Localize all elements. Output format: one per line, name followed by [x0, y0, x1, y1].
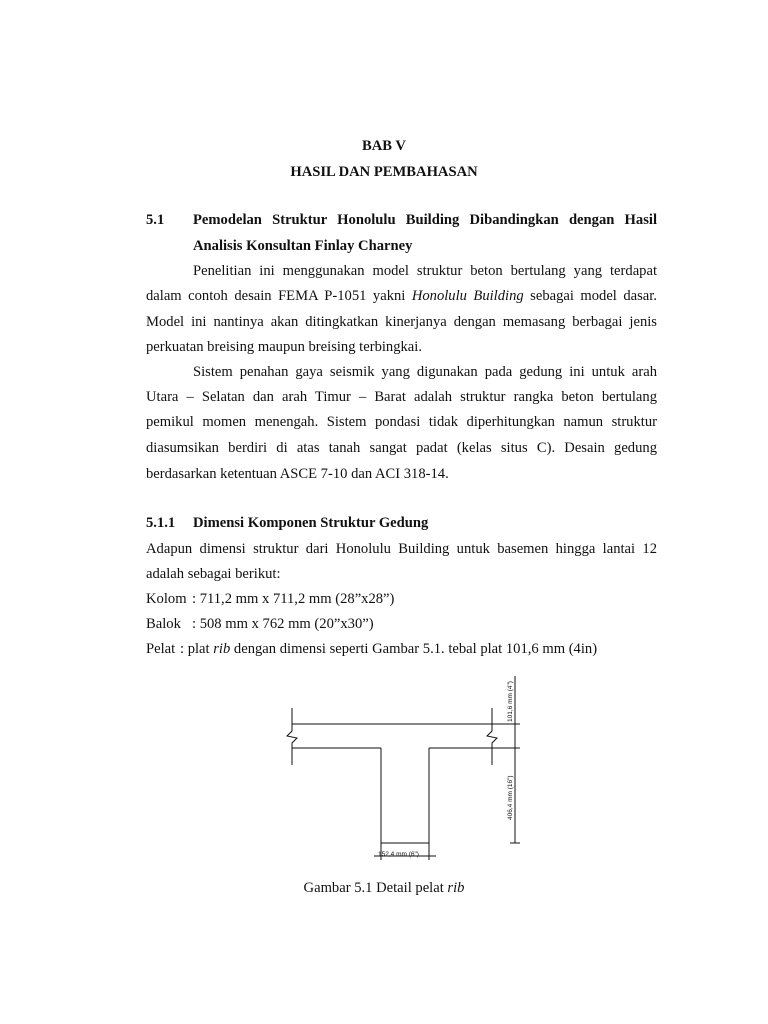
- paragraph-line: Penelitian ini menggunakan model struktur beton bertulang yang terdapat: [193, 263, 657, 279]
- paragraph-line: adalah sebagai berikut:: [146, 566, 281, 582]
- paragraph-line: berdasarkan ketentuan ASCE 7-10 dan ACI 318-14.: [146, 466, 449, 482]
- kolom-value: : 711,2 mm x 711,2 mm (28”x28”): [192, 591, 395, 607]
- section-number: 5.1: [146, 212, 165, 228]
- emphasis-text: Honolulu Building: [411, 288, 524, 304]
- section-title-line1: Pemodelan Struktur Honolulu Building Dibandingkan dengan Hasil: [193, 212, 657, 228]
- text-span: : plat: [180, 641, 214, 657]
- text-span: dengan dimensi seperti Gambar 5.1. tebal plat 101,6 mm (4in): [230, 641, 598, 657]
- balok-value: : 508 mm x 762 mm (20”x30”): [192, 616, 374, 632]
- emphasis-text: rib: [447, 880, 465, 896]
- flange-thickness-label: 101,6 mm (4"): [507, 681, 514, 722]
- left-break-line: [287, 708, 297, 765]
- right-break-line: [487, 708, 497, 765]
- chapter-label: BAB V: [362, 138, 406, 154]
- paragraph-line: Adapun dimensi struktur dari Honolulu Building untuk basemen hingga lantai 12: [146, 541, 657, 557]
- subsection-title: Dimensi Komponen Struktur Gedung: [193, 515, 429, 531]
- text-span: Gambar 5.1 Detail pelat: [303, 880, 448, 896]
- text-span: sebagai model dasar.: [523, 288, 657, 304]
- paragraph-line: Sistem penahan gaya seismik yang digunakan pada gedung ini untuk arah: [193, 364, 657, 380]
- web-depth-label: 406,4 mm (16"): [507, 775, 514, 820]
- paragraph-line: Utara – Selatan dan arah Timur – Barat adalah struktur rangka beton bertulang: [146, 389, 657, 405]
- text-span: dalam contoh desain FEMA P-1051 yakni: [146, 288, 412, 304]
- subsection-number: 5.1.1: [146, 515, 176, 531]
- web-width-label: 152,4 mm (6"): [378, 851, 419, 858]
- paragraph-line: pemikul momen menengah. Sistem pondasi tidak diperhitungkan namun struktur: [146, 414, 657, 430]
- kolom-label: Kolom: [146, 591, 187, 607]
- chapter-title: HASIL DAN PEMBAHASAN: [290, 164, 478, 180]
- paragraph-line: Model ini nantinya akan ditingkatkan kinerjanya dengan memasang berbagai jenis: [146, 314, 657, 330]
- paragraph-line: perkuatan breising maupun breising terbingkai.: [146, 339, 422, 355]
- pelat-label: Pelat: [146, 641, 176, 657]
- figure-caption: [0, 880, 768, 897]
- emphasis-text: rib: [213, 641, 231, 657]
- section-title-line2: Analisis Konsultan Finlay Charney: [193, 238, 413, 254]
- paragraph-line: diasumsikan berdiri di atas tanah sangat padat (kelas situs C). Desain gedung: [146, 440, 657, 456]
- balok-label: Balok: [146, 616, 181, 632]
